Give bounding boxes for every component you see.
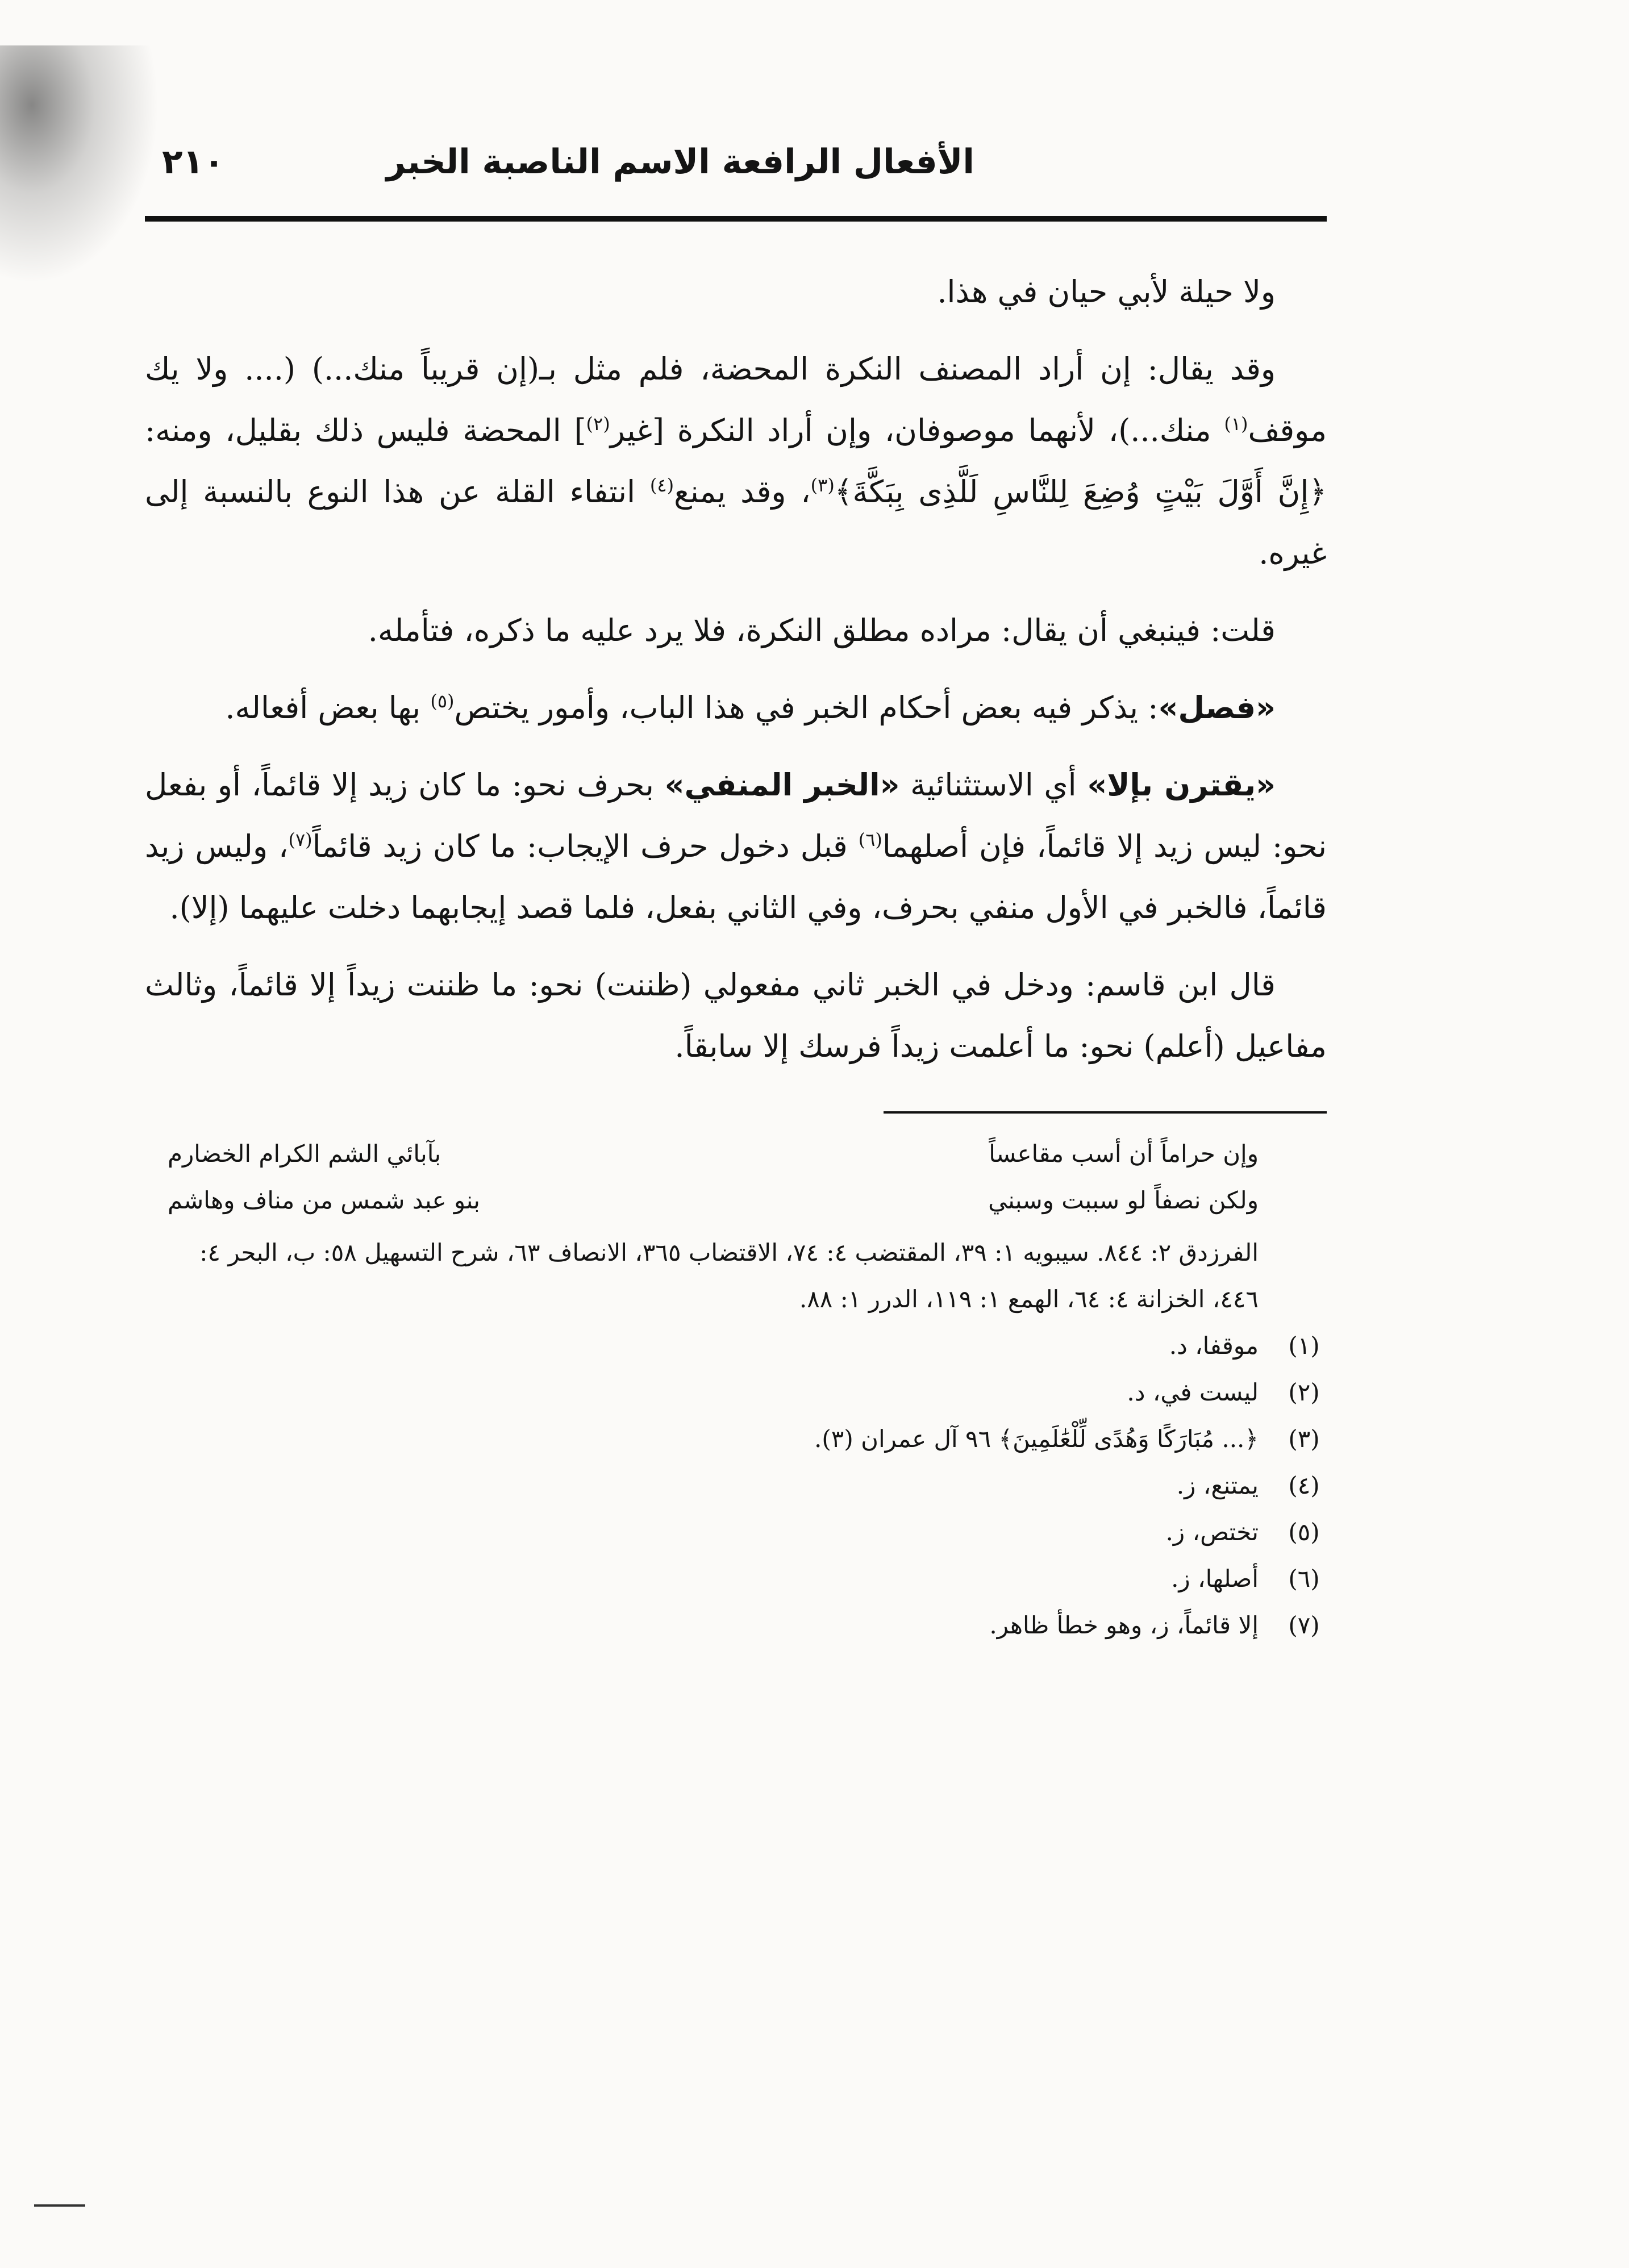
page-number: ٢١٠ xyxy=(162,142,224,182)
main-text xyxy=(145,261,1327,1077)
footnote-marker: (٣) xyxy=(810,474,835,496)
page-header xyxy=(145,131,1327,216)
footnote-marker: (٦) xyxy=(858,829,882,850)
rule-keyword: «الخبر المنفي» xyxy=(664,767,900,803)
paragraph-2: وقد يقال: إن أراد المصنف النكرة المحضة، فلم مثل بـ(إن قريباً منك...) (.... ولا يك موقف$^{(١)}$ منك...)، لأنهما موصوفان، وإن أراد النكرة [غير$^{(٢)}$] المحضة فليس ذلك بقليل، ومنه: ﴿إِنَّ أَوَّلَ بَيْتٍ وُضِعَ لِلنَّاسِ لَلَّذِى بِبَكَّةَ﴾$^{(٣)}$، وقد يمنع$^{(٤)}$ انتفاء القلة عن هذا النوع بالنسبة إلى غيره. xyxy=(145,351,1327,571)
header-rule xyxy=(145,216,1327,222)
footnote-marker: (٢) xyxy=(586,413,610,435)
footnote-marker: (٥) xyxy=(430,690,455,712)
poem-verse: وإن حراماً أن أسب مقاعساً بآبائي الشم الكرام الخضارم xyxy=(168,1140,1259,1168)
paragraph-5: «يقترن بإلا» أي الاستثنائية «الخبر المنفي» بحرف نحو: ما كان زيد إلا قائماً، أو بفعل نحو: ليس زيد إلا قائماً، فإن أصلهما$^{(٦)}$ قبل دخول حرف الإيجاب: ما كان زيد قائماً$^{(٧)}$، وليس زيد قائماً، فالخبر في الأول منفي بحرف، وفي الثاني بفعل، فلما قصد إيجابهما دخلت عليهما (إلا). xyxy=(145,767,1327,925)
footnote-marker: (٧) xyxy=(288,829,313,850)
running-title: الأفعال الرافعة الاسم الناصبة الخبر xyxy=(386,142,974,182)
section-keyword: «فصل» xyxy=(1158,690,1276,726)
footnote-marker: (٤) xyxy=(649,474,674,496)
paragraph-6: قال ابن قاسم: ودخل في الخبر ثاني مفعولي (ظننت) نحو: ما ظننت زيداً إلا قائماً، وثالث مفاعيل (أعلم) نحو: ما أعلمت زيداً فرسك إلا سابقاً. xyxy=(145,967,1327,1064)
poem-verse: ولكن نصفاً لو سببت وسبني بنو عبد شمس من مناف وهاشم xyxy=(168,1186,1259,1214)
footnote-item: ( ٢ ) ليست في، د. xyxy=(145,1369,1327,1416)
paragraph-4: «فصل»: يذكر فيه بعض أحكام الخبر في هذا الباب، وأمور يختص$^{(٥)}$ بها بعض أفعاله. xyxy=(225,690,1276,726)
footnote-item: ( ٤ ) يمتنع، ز. xyxy=(145,1462,1327,1509)
footnote-item: ( ٣ ) ﴿... مُبَارَكًا وَهُدًى لِّلْعَٰلَمِينَ﴾ ٩٦ آل عمران (٣). xyxy=(145,1416,1327,1462)
footnote-item: ( ٦ ) أصلها، ز. xyxy=(145,1556,1327,1602)
footnote-item: ( ١ ) موقفا، د. xyxy=(145,1323,1327,1369)
footnotes xyxy=(145,1131,1327,1649)
scan-shadow xyxy=(0,45,159,284)
book-page xyxy=(145,131,1327,1649)
paragraph-3: قلت: فينبغي أن يقال: مراده مطلق النكرة، فلا يرد عليه ما ذكره، فتأمله. xyxy=(368,612,1276,648)
margin-mark xyxy=(34,2204,85,2207)
paragraph-1: ولا حيلة لأبي حيان في هذا. xyxy=(937,274,1276,310)
footnote-marker: (١) xyxy=(1224,413,1248,435)
footnote-rule xyxy=(884,1111,1327,1114)
source-references: الفرزدق ٢: ٨٤٤. سيبويه ١: ٣٩، المقتضب ٤: ٧٤، الاقتضاب ٣٦٥، الانصاف ٦٣، شرح التسهيل ٥٨: ب، البحر ٤: ٤٤٦، الخزانة ٤: ٦٤، الهمع ١: ١١٩، الدرر ١: ٨٨. xyxy=(199,1239,1259,1313)
footnote-item: ( ٧ ) إلا قائماً، ز، وهو خطأ ظاهر. xyxy=(145,1602,1327,1649)
rule-keyword: «يقترن بإلا» xyxy=(1087,767,1276,803)
footnote-item: ( ٥ ) تختص، ز. xyxy=(145,1509,1327,1556)
